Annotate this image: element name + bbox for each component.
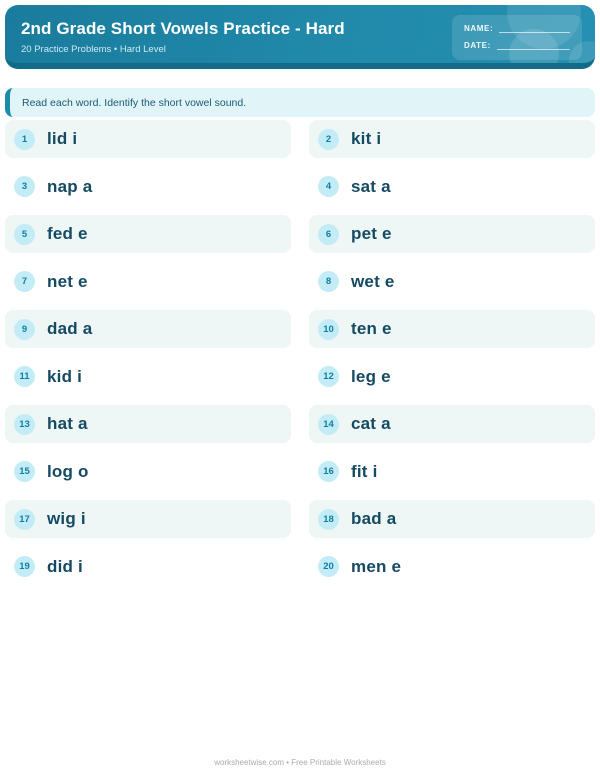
problem-row bbox=[309, 405, 595, 443]
problem-word: fit i bbox=[351, 461, 378, 481]
problem-word: kit i bbox=[351, 129, 382, 148]
problem-word: lid i bbox=[47, 129, 78, 148]
instruction-banner bbox=[5, 88, 595, 117]
problem-row bbox=[309, 215, 595, 253]
page-subtitle: 20 Practice Problems • Hard Level bbox=[21, 44, 166, 55]
instruction-text: Read each word. Identify the short vowel sound. bbox=[22, 96, 247, 109]
problem-row bbox=[5, 548, 291, 586]
problem-row bbox=[5, 453, 291, 491]
problem-word: nap a bbox=[47, 176, 93, 196]
problem-row bbox=[309, 358, 595, 396]
date-label: DATE: bbox=[464, 41, 491, 50]
problem-row bbox=[5, 120, 291, 158]
problem-number-badge: 19 bbox=[14, 556, 35, 577]
name-field-row bbox=[464, 24, 570, 33]
problem-word: dad a bbox=[47, 319, 93, 338]
problem-number-badge: 18 bbox=[318, 509, 339, 530]
problems-grid bbox=[5, 120, 595, 586]
problem-number-badge: 17 bbox=[14, 509, 35, 530]
problem-row bbox=[5, 215, 291, 253]
problem-number-badge: 1 bbox=[14, 129, 35, 150]
problem-row bbox=[309, 500, 595, 538]
problem-number-badge: 14 bbox=[318, 414, 339, 435]
worksheet-header bbox=[5, 5, 595, 69]
problem-word: wig i bbox=[47, 509, 86, 528]
problem-row bbox=[309, 453, 595, 491]
problem-number-badge: 10 bbox=[318, 319, 339, 340]
problem-word: kid i bbox=[47, 366, 83, 386]
problem-word: wet e bbox=[351, 271, 395, 291]
problem-word: did i bbox=[47, 556, 83, 576]
name-label: NAME: bbox=[464, 24, 494, 33]
problem-number-badge: 2 bbox=[318, 129, 339, 150]
problem-number-badge: 11 bbox=[14, 366, 35, 387]
problem-number-badge: 16 bbox=[318, 461, 339, 482]
problem-number-badge: 7 bbox=[14, 271, 35, 292]
problem-word: log o bbox=[47, 461, 89, 481]
problem-number-badge: 13 bbox=[14, 414, 35, 435]
date-blank-line bbox=[497, 43, 570, 50]
problem-number-badge: 12 bbox=[318, 366, 339, 387]
problem-number-badge: 15 bbox=[14, 461, 35, 482]
problem-row bbox=[5, 405, 291, 443]
name-date-box bbox=[452, 15, 582, 60]
problem-row bbox=[5, 310, 291, 348]
problem-word: net e bbox=[47, 271, 88, 291]
problem-word: leg e bbox=[351, 366, 391, 386]
problem-word: pet e bbox=[351, 224, 392, 243]
problem-number-badge: 5 bbox=[14, 224, 35, 245]
problem-word: bad a bbox=[351, 509, 397, 528]
footer bbox=[0, 758, 600, 767]
problem-row bbox=[5, 358, 291, 396]
problem-row bbox=[309, 310, 595, 348]
date-field-row bbox=[464, 41, 570, 50]
problem-row bbox=[5, 500, 291, 538]
problem-word: hat a bbox=[47, 414, 88, 433]
problem-row bbox=[309, 120, 595, 158]
problem-row bbox=[309, 168, 595, 206]
problem-row bbox=[5, 263, 291, 301]
name-blank-line bbox=[499, 26, 570, 33]
footer-text: worksheetwise.com • Free Printable Worksheets bbox=[214, 758, 386, 767]
problem-number-badge: 20 bbox=[318, 556, 339, 577]
problem-row bbox=[5, 168, 291, 206]
problem-row bbox=[309, 548, 595, 586]
problem-word: sat a bbox=[351, 176, 391, 196]
problem-word: cat a bbox=[351, 414, 391, 433]
problem-number-badge: 4 bbox=[318, 176, 339, 197]
problem-number-badge: 6 bbox=[318, 224, 339, 245]
problem-word: fed e bbox=[47, 224, 88, 243]
problem-number-badge: 8 bbox=[318, 271, 339, 292]
problem-word: men e bbox=[351, 556, 402, 576]
page-title: 2nd Grade Short Vowels Practice - Hard bbox=[21, 19, 345, 38]
problem-number-badge: 9 bbox=[14, 319, 35, 340]
problem-word: ten e bbox=[351, 319, 392, 338]
problem-number-badge: 3 bbox=[14, 176, 35, 197]
problem-row bbox=[309, 263, 595, 301]
